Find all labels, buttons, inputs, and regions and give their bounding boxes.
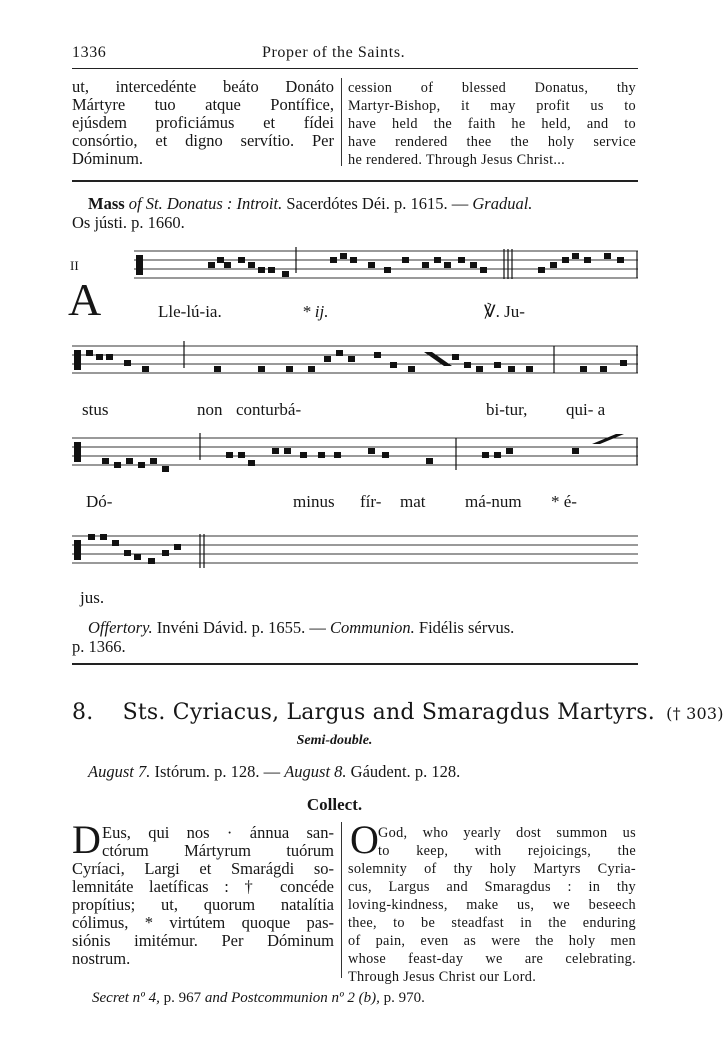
text-line: ut, intercedénte beáto Donáto (72, 77, 334, 96)
prev-prayer-latin (72, 78, 334, 168)
text-line: have held the faith he held, and to (348, 116, 636, 132)
secret-text: Secret nº 4, (92, 990, 160, 1006)
prev-prayer-english (348, 79, 636, 169)
chant-initial: A (68, 274, 102, 325)
text-line: propítius; ut, quorum natalítia (72, 895, 334, 914)
feast-rank: Semi-double. (296, 733, 373, 748)
text-line: have rendered thee the holy service (348, 134, 636, 150)
text-line: thee, to be steadfast in the enduring (348, 915, 636, 931)
collect-latin (72, 824, 334, 968)
chant-staff-1 (72, 243, 638, 303)
offertory-label: Offertory. (88, 618, 153, 637)
text-line: consórtio, et digno servítio. Per (72, 131, 334, 150)
text-line: to keep, with rejoicings, the (378, 843, 636, 859)
text-line: siónis imitémur. Per Dóminum (72, 931, 334, 950)
comm-page: p. 128. (414, 762, 461, 781)
text-line: ejúsdem proficiámus et fídei (72, 113, 334, 132)
introit-label: Introit. (236, 194, 283, 213)
feast-day: 8. (72, 700, 94, 725)
dash: — (263, 762, 281, 781)
text-line: of pain, even as were the holy men (348, 933, 636, 949)
gradual-label: Gradual. (472, 194, 533, 213)
chant-lyric: ℣. Ju- (484, 302, 525, 321)
chant-lyric: Dó- (86, 492, 113, 511)
text-line: nostrum. (72, 949, 131, 968)
column-divider (341, 78, 342, 166)
chant-staff-3 (72, 430, 638, 490)
section-rule (72, 180, 638, 182)
comm-date: August 7. (88, 762, 151, 781)
text-line: whose feast-day we are celebrating. (348, 951, 636, 967)
chant-lyric: minus (293, 492, 335, 511)
column-divider (341, 822, 342, 978)
text-line: Eus, qui nos · ánnua san- (102, 823, 334, 842)
comm-page: p. 128. (214, 762, 260, 781)
postcommunion-page: p. 970. (383, 990, 425, 1006)
text-line: solemnity of thy holy Martyrs Cyria- (348, 861, 636, 877)
comm-date: August 8. (284, 762, 347, 781)
chant-lyric: mat (400, 492, 426, 511)
offertory-page: p. 1655. (251, 618, 306, 637)
mass-rubric (72, 194, 640, 232)
text-line: ctórum Mártyrum tuórum (102, 841, 334, 860)
communion-page: p. 1366. (72, 637, 126, 656)
secret-rubric (92, 990, 425, 1007)
commemorations (88, 762, 460, 782)
dash: — (451, 194, 469, 213)
dash: — (309, 618, 326, 637)
chant-staff-4 (72, 528, 638, 578)
communion-label: Communion. (329, 618, 415, 637)
secret-page: p. 967 (163, 990, 202, 1006)
chant-lyric: conturbá- (236, 400, 302, 419)
text-line: loving-kindness, make us, we beseech (348, 897, 636, 913)
collect-english-initial: O (350, 817, 379, 862)
collect-heading: Collect. (306, 795, 363, 814)
chant-lyric: non (197, 400, 223, 419)
comm-text: Gáudent. (350, 762, 411, 781)
gradual-page: p. 1660. (131, 213, 185, 232)
mass-of: of St. Donatus : (128, 194, 233, 213)
chant-lyric: jus. (80, 588, 105, 607)
mass-label: Mass (88, 194, 125, 213)
text-line: God, who yearly dost summon us (378, 825, 636, 841)
collect-english (348, 824, 636, 986)
introit-text: Sacerdótes Déi. (286, 194, 390, 213)
text-line: cus, Largus and Smaragdus : in thy (348, 879, 636, 895)
chant-mode: II (70, 258, 79, 273)
section-rule (72, 663, 638, 665)
text-line: Dóminum. (72, 149, 144, 168)
text-line: Martyr-Bishop, it may profit us to (348, 98, 636, 114)
chant-lyric: stus (82, 400, 109, 419)
offertory-text: Invéni Dávid. (156, 618, 248, 637)
chant-lyric: * é- (551, 492, 577, 511)
text-line: Cyríaci, Largi et Smarágdi so- (72, 859, 334, 878)
chant-lyric: qui- a (566, 400, 606, 419)
gradual-text: Os jústi. (72, 213, 128, 232)
postcommunion-text: and Postcommunion nº 2 (b), (204, 990, 380, 1006)
feast-title: Sts. Cyriacus, Largus and Smaragdus Martyrs. (122, 700, 655, 725)
text-line: Mártyre tuo atque Pontífice, (72, 95, 334, 114)
comm-text: Istórum. (154, 762, 210, 781)
feast-heading (72, 700, 724, 725)
chant-lyric: Lle-lú-ia. (158, 302, 222, 321)
page-number: 1336 (72, 44, 107, 61)
chant-staff-2 (72, 338, 638, 388)
chant-lyric: má-num (465, 492, 522, 511)
feast-obit: († 303) (666, 704, 724, 723)
introit-page: p. 1615. (394, 194, 448, 213)
communion-text: Fidélis sérvus. (418, 618, 515, 637)
chant-lyric: * ij. (302, 302, 329, 321)
text-line: cession of blessed Donatus, thy (348, 80, 636, 96)
text-line: he rendered. Through Jesus Christ... (348, 152, 566, 168)
running-title: Proper of the Saints. (262, 44, 406, 61)
chant-lyric: bi-tur, (486, 400, 528, 419)
chant-lyric: fír- (360, 492, 382, 511)
text-line: Through Jesus Christ our Lord. (348, 969, 537, 985)
text-line: lemnitáte laetíficas : † concéde (72, 877, 334, 896)
propers-rubric (72, 618, 640, 656)
header-rule (72, 68, 638, 69)
collect-latin-initial: D (72, 817, 101, 862)
text-line: cólimus, * virtútem quoque pas- (72, 913, 334, 932)
